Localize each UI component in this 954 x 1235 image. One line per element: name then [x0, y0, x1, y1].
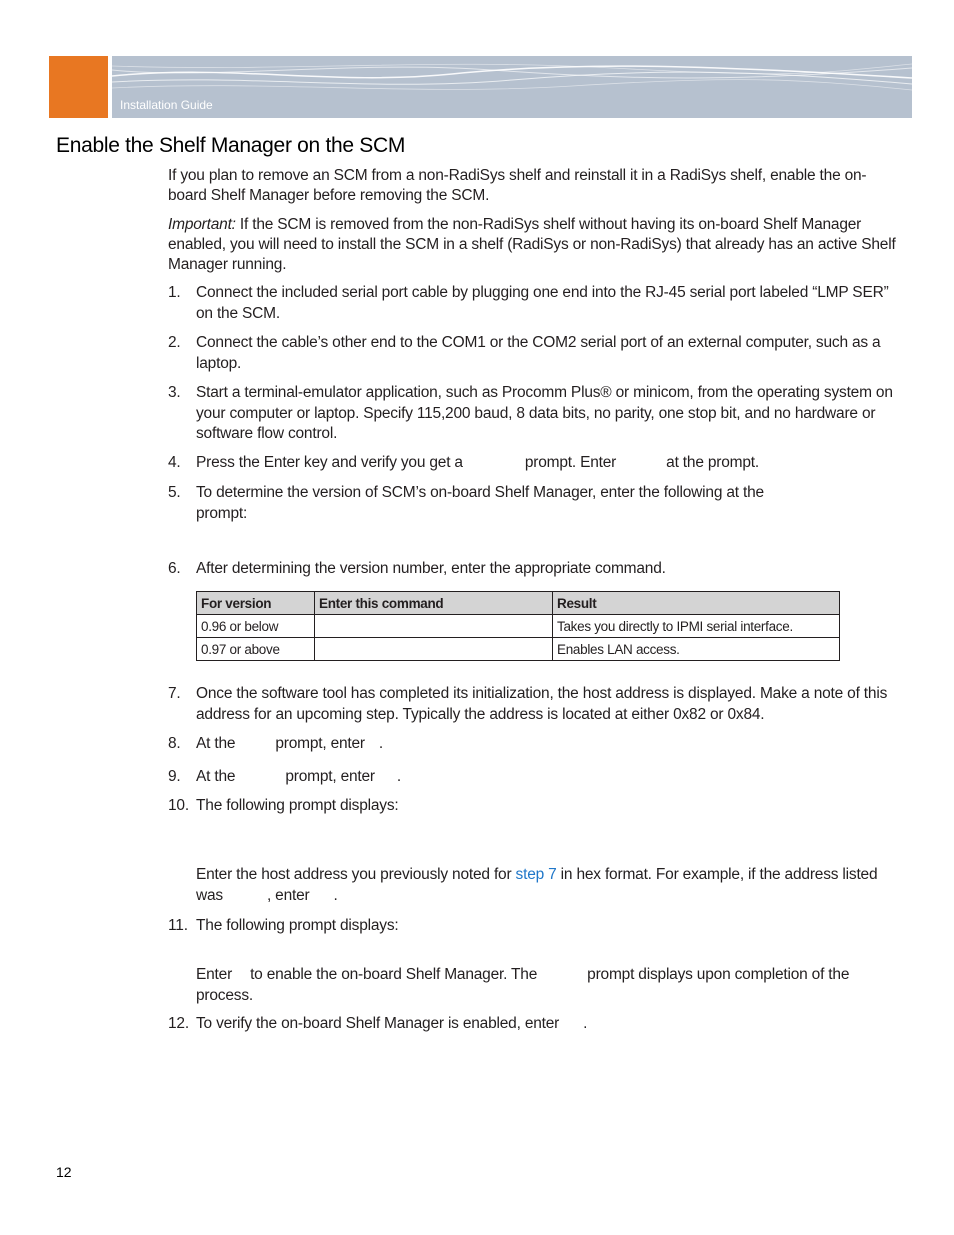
step-text-part: , enter: [266, 886, 310, 904]
step-7-link[interactable]: step 7: [515, 866, 557, 883]
step-number: 3.: [168, 384, 181, 401]
column-header: For version: [197, 592, 315, 615]
header-orange-block: [49, 56, 108, 118]
section-title: Enable the Shelf Manager on the SCM: [56, 134, 406, 157]
step-text-part: .: [333, 886, 338, 904]
column-header: Result: [553, 592, 840, 615]
step-text-part: .: [583, 1015, 588, 1032]
important-label: Important:: [168, 216, 236, 233]
step-text: Start a terminal-emulator application, such as Procomm Plus® or minicom, from the operating system on your computer or laptop. Specify 115,200 baud, 8 data bits, no parity, one stop bit, and no hardware or software flow control.: [196, 384, 893, 442]
table-row: [197, 615, 840, 638]
step-text: The following prompt displays:: [196, 797, 399, 814]
page-number: 12: [56, 1164, 72, 1180]
table-cell: Enables LAN access.: [553, 638, 840, 661]
step-text-part: Enter: [196, 966, 233, 983]
step-text-part: prompt displays upon completion of the process.: [196, 966, 850, 1004]
table-header-row: [197, 592, 840, 615]
header-band: [112, 56, 912, 118]
table-cell: Takes you directly to IPMI serial interface.: [553, 615, 840, 638]
step-number: 4.: [168, 454, 181, 471]
step-text-part: prompt, enter: [285, 768, 375, 785]
step-number: 6.: [168, 560, 181, 577]
header-label: Installation Guide: [120, 98, 213, 112]
step-text-part: prompt, enter: [275, 735, 365, 752]
step-text-part: in hex format. For example, if the address listed was: [196, 866, 878, 904]
header-wave-decoration: [112, 56, 912, 118]
table-cell: [315, 615, 553, 638]
step-number: 11.: [168, 917, 188, 934]
intro-paragraph: If you plan to remove an SCM from a non-RadiSys shelf and reinstall it in a RadiSys shelf, enable the on-board Shelf Manager before removing the SCM.: [168, 167, 867, 204]
step-text: Connect the included serial port cable by plugging one end into the RJ-45 serial port labeled “LMP SER” on the SCM.: [196, 284, 889, 322]
step-text-part: Press the Enter key and verify you get a: [196, 454, 463, 471]
step-number: 5.: [168, 484, 181, 501]
step-text-part: .: [396, 768, 402, 785]
step-text-part: to enable the on-board Shelf Manager. The: [250, 966, 538, 983]
step-text-part: At the: [196, 735, 236, 752]
step-text: Connect the cable’s other end to the COM1 or the COM2 serial port of an external computer, such as a laptop.: [196, 334, 881, 372]
step-text: To determine the version of SCM’s on-board Shelf Manager, enter the following at the prompt:: [196, 484, 764, 522]
step-number: 8.: [168, 735, 181, 752]
table-cell: [315, 638, 553, 661]
step-text-part: To verify the on-board Shelf Manager is enabled, enter: [196, 1015, 560, 1032]
step-text: The following prompt displays:: [196, 917, 399, 934]
step-text-part: prompt. Enter: [524, 454, 617, 471]
step-number: 10.: [168, 797, 189, 814]
column-header: Enter this command: [315, 592, 553, 615]
table-cell: 0.97 or above: [197, 638, 315, 661]
table-cell: 0.96 or below: [197, 615, 315, 638]
step-text: After determining the version number, enter the appropriate command.: [196, 560, 666, 577]
step-text-part: At the: [196, 768, 236, 785]
step-text-part: Enter the host address you previously noted for: [196, 866, 516, 883]
step-number: 9.: [168, 768, 181, 785]
step-number: 12.: [168, 1015, 189, 1032]
important-text: If the SCM is removed from the non-RadiSys shelf without having its on-board Shelf Manager enabled, you will need to install the SCM in a shelf (RadiSys or non-RadiSys) that already has an active Shelf Manager running.: [168, 216, 896, 273]
important-note: [168, 215, 896, 275]
step-number: 1.: [168, 284, 181, 301]
step-text-part: .: [378, 735, 384, 752]
table-row: [197, 638, 840, 661]
step-text-part: at the prompt.: [666, 454, 759, 471]
version-command-table: [196, 591, 840, 661]
step-number: 2.: [168, 334, 181, 351]
step-text: Once the software tool has completed its initialization, the host address is displayed. Make a note of this address for an upcoming step. Typically the address is located at either 0x82 or 0x84.: [196, 685, 888, 723]
step-number: 7.: [168, 685, 181, 702]
